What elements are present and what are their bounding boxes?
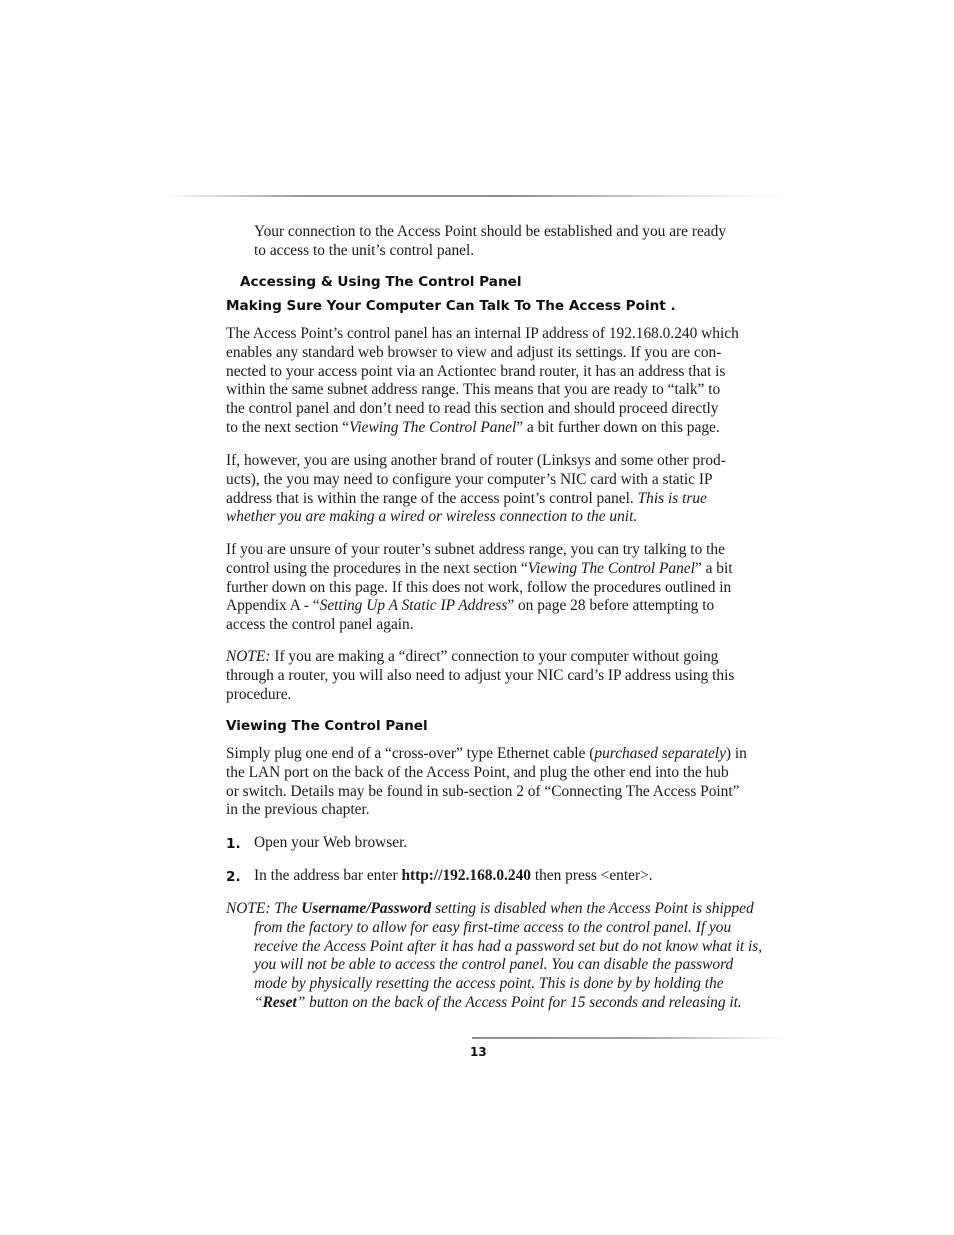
emphasis-line: whether you are making a wired or wireless connection to the unit. [226, 508, 638, 526]
text-run: Appendix A - “ [226, 597, 320, 615]
text-line [226, 490, 736, 509]
emphasis-text: purchased separately [594, 745, 726, 762]
text-line: you will not be able to access the control panel. You can disable the password [254, 956, 734, 974]
text-run: to the next section “ [226, 418, 350, 436]
text-run: ” a bit further down on this page. [516, 418, 720, 436]
step-number: 1. [226, 836, 241, 852]
section-reference: Viewing The Control Panel [349, 418, 517, 436]
text-line: or switch. Details may be found in sub-section 2 of “Connecting The Access Point” [226, 782, 740, 800]
text-line: enables any standard web browser to view and adjust its settings. If you are con- [226, 343, 722, 361]
section-heading: Accessing & Using The Control Panel [240, 274, 522, 290]
top-divider [165, 195, 785, 197]
section-reference: Viewing The Control Panel [527, 559, 695, 577]
text-line [226, 900, 762, 919]
text-line: If, however, you are using another brand of router (Linksys and some other prod- [226, 452, 726, 469]
paragraph-unsure-subnet [226, 541, 736, 635]
text-line: ucts), the you may need to configure your computer’s NIC card with a static IP [226, 470, 713, 488]
setting-name: Username/Password [301, 900, 432, 917]
step-number: 2. [226, 869, 241, 885]
text-run: NOTE: The [226, 900, 302, 917]
text-line: nected to your access point via an Actiontec brand router, it has an address that is [226, 362, 726, 380]
note-label: NOTE: [226, 648, 271, 665]
step-text [254, 867, 653, 886]
text-line [226, 597, 736, 616]
text-line [226, 560, 736, 579]
text-line: within the same subnet address range. This means that you are ready to “talk” to [226, 381, 721, 399]
text-run: ) in [725, 745, 747, 762]
text-line: further down on this page. If this does not work, follow the procedures outlined in [226, 578, 732, 596]
bottom-divider [472, 1037, 784, 1039]
intro-line: to access to the unit’s control panel. [254, 241, 475, 259]
subheading-viewing: Viewing The Control Panel [226, 718, 428, 734]
text-line: If you are unsure of your router’s subnet address range, you can try talking to the [226, 541, 725, 558]
appendix-reference: Setting Up A Static IP Address [319, 597, 508, 615]
text-run: ” button on the back of the Access Point for 15 seconds and releasing it. [296, 993, 742, 1011]
url-text: http://192.168.0.240 [401, 867, 531, 884]
text-line [226, 745, 747, 764]
page-number: 13 [470, 1045, 487, 1059]
text-run: control using the procedures in the next section “ [226, 559, 528, 577]
text-line [226, 419, 736, 438]
text-line: receive the Access Point after it has had a password set but do not know what it is, [254, 937, 763, 955]
intro-paragraph [254, 223, 764, 261]
paragraph-crossover-cable [226, 745, 747, 820]
paragraph-other-router [226, 452, 736, 527]
text-line: access the control panel again. [226, 616, 414, 634]
text-run: address that is within the range of the access point’s control panel. [226, 489, 638, 507]
text-line: through a router, you will also need to adjust your NIC card’s IP address using this [226, 666, 735, 684]
text-line: the control panel and don’t need to read this section and should proceed directly [226, 400, 719, 418]
text-run: then press <enter>. [530, 867, 653, 884]
note-direct-connection [226, 648, 736, 704]
text-run: If you are making a “direct” connection to your computer without going [270, 648, 719, 665]
text-line: the LAN port on the back of the Access Point, and plug the other end into the hub [226, 763, 729, 781]
text-run: In the address bar enter [254, 867, 402, 884]
text-line: in the previous chapter. [226, 801, 370, 819]
intro-line: Your connection to the Access Point should be established and you are ready [254, 223, 727, 240]
text-line: The Access Point’s control panel has an internal IP address of 192.168.0.240 which [226, 325, 739, 342]
text-line [226, 648, 736, 667]
text-line [226, 994, 762, 1013]
text-run: “ [254, 993, 263, 1011]
text-run: Simply plug one end of a “cross-over” type Ethernet cable ( [226, 745, 595, 762]
note-password [226, 900, 762, 1013]
step-text: Open your Web browser. [254, 834, 408, 851]
button-name: Reset [262, 993, 297, 1011]
emphasis-text: This is true [637, 489, 707, 507]
text-run: ” on page 28 before attempting to [507, 597, 715, 615]
text-run: setting is disabled when the Access Point is shipped [431, 900, 754, 917]
text-line: from the factory to allow for easy first-time access to the control panel. If you [254, 918, 732, 936]
text-run: ” a bit [694, 559, 733, 577]
subheading-making-sure: Making Sure Your Computer Can Talk To The Access Point . [226, 298, 676, 314]
paragraph-control-panel-ip [226, 325, 739, 438]
text-line: mode by physically resetting the access point. This is done by by holding the [254, 975, 724, 993]
text-line: procedure. [226, 685, 292, 703]
